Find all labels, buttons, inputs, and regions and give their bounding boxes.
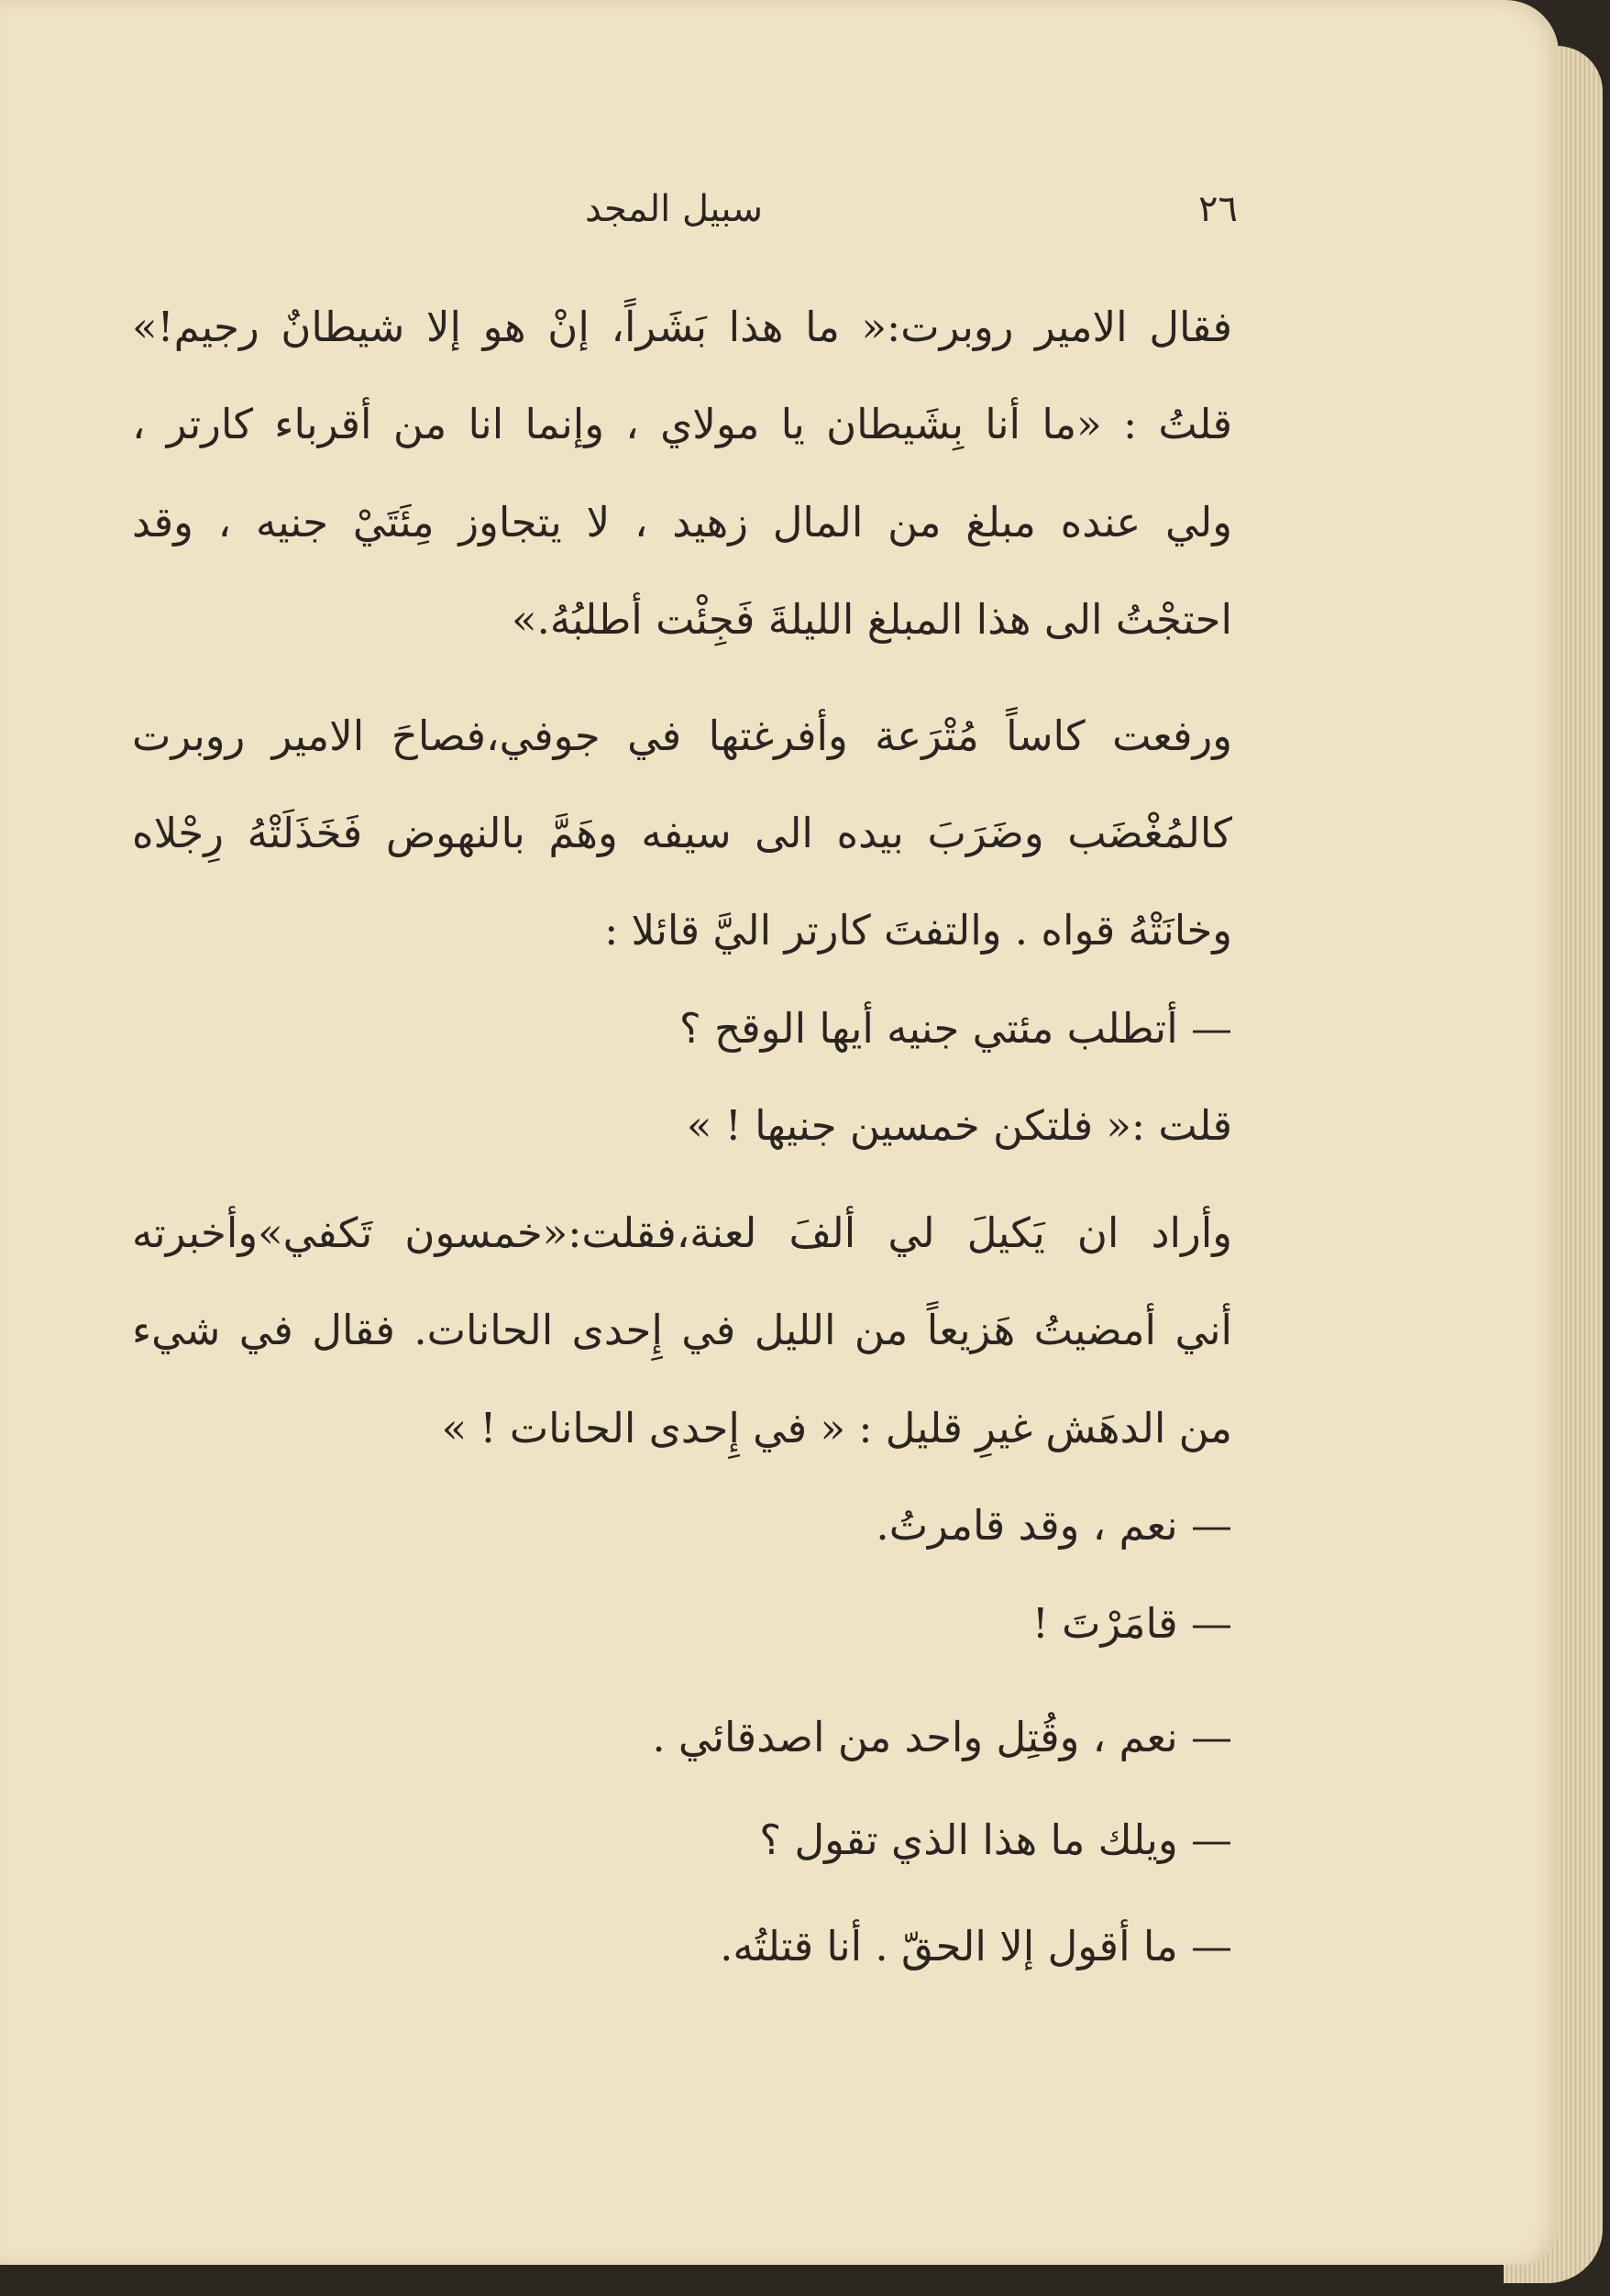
text-line: أني أمضيتُ هَزيعاً من الليل في إِحدى الحانات. فقال في شيء [132, 1306, 1232, 1354]
page-number: ٢٦ [1198, 188, 1238, 230]
text-line: من الدهَش غيرِ قليل : « في إِحدى الحانات ! » [441, 1404, 1232, 1452]
text-line: — نعم ، وقُتِل واحد من اصدقائي . [652, 1713, 1232, 1761]
running-title: سبيل المجد [585, 188, 763, 230]
text-line: احتجْتُ الى هذا المبلغ الليلةَ فَجِئْت أطلبُهُ.» [512, 595, 1232, 644]
text-line: ولي عنده مبلغ من المال زهيد ، لا يتجاوز مِئَتَيْ جنيه ، وقد [132, 498, 1232, 546]
text-line: — نعم ، وقد قامرتُ. [876, 1501, 1232, 1550]
text-line: — ما أقول إلا الحقّ . أنا قتلتُه. [720, 1922, 1232, 1970]
text-line: قلت :« فلتكن خمسين جنيها ! » [686, 1101, 1232, 1150]
text-line: وخانَتْهُ قواه . والتفتَ كارتر اليَّ قائلا : [604, 906, 1232, 955]
text-line: — قامَرْتَ ! [1031, 1599, 1232, 1648]
text-line: قلتُ : «ما أنا بِشَيطان يا مولاي ، وإنما انا من أقرباء كارتر ، [132, 400, 1232, 448]
text-line: كالمُغْضَب وضَرَبَ بيده الى سيفه وهَمَّ بالنهوض فَخَذَلَتْهُ رِجْلاه [132, 809, 1232, 857]
text-line: وأراد ان يَكيلَ لي ألفَ لعنة،فقلت:«خمسون تَكفي»وأخبرته [132, 1209, 1232, 1257]
text-line: فقال الامير روبرت:« ما هذا بَشَراً، إنْ هو إلا شيطانٌ رجيم!» [132, 303, 1232, 351]
text-line: — ويلك ما هذا الذي تقول ؟ [759, 1816, 1232, 1864]
text-line: — أتطلب مئتي جنيه أيها الوقح ؟ [678, 1004, 1232, 1053]
text-line: ورفعت كاساً مُتْرَعة وأفرغتها في جوفي،فصاحَ الامير روبرت [132, 712, 1232, 760]
